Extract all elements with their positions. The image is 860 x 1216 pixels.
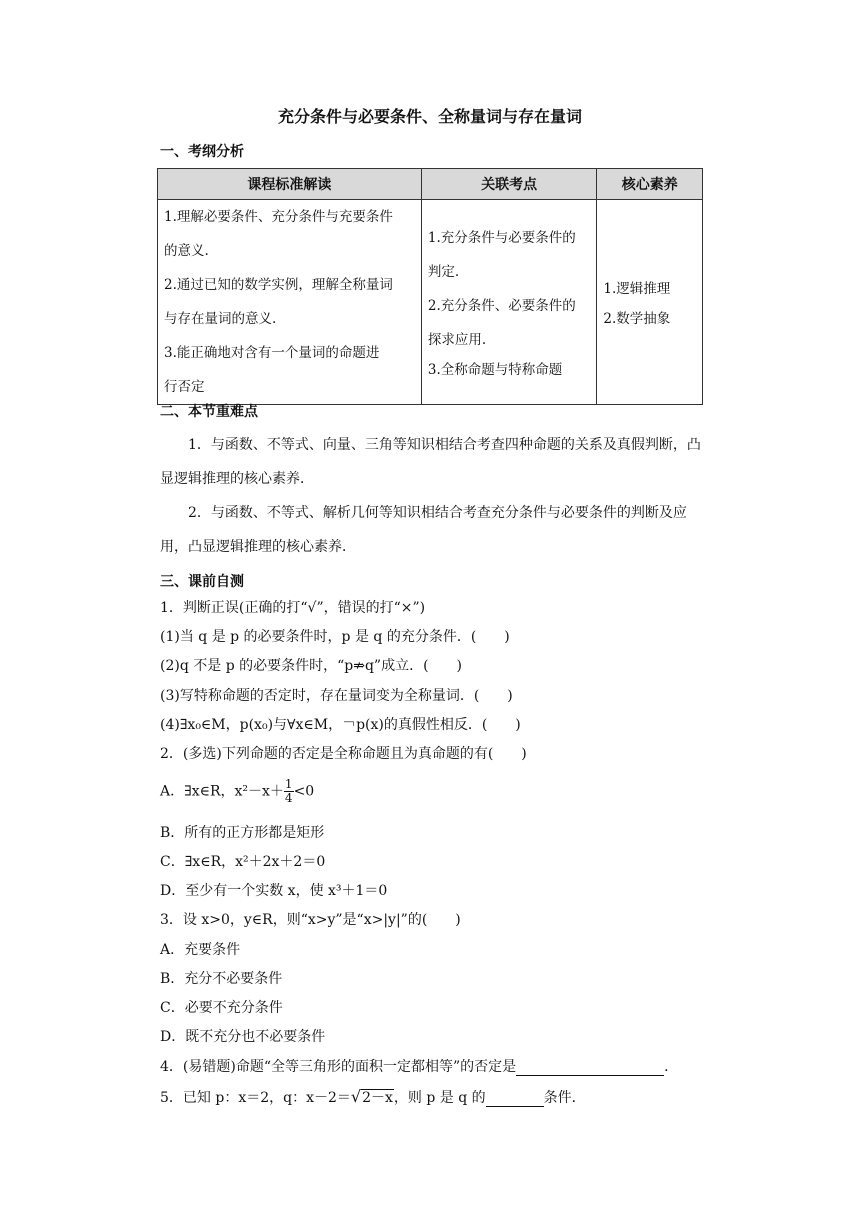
question-5-text: 5．已知 p：x＝2，q：x－2＝ <box>160 1090 351 1106</box>
question-5 <box>160 1087 586 1107</box>
table-header-cell: 课程标准解读 <box>158 169 422 200</box>
question-1: 1．判断正误(正确的打“√”，错误的打“×”) <box>160 600 426 616</box>
key-point-1: 1．与函数、不等式、向量、三角等知识相结合考查四种命题的关系及真假判断，凸显逻辑推理的核心素养． <box>160 437 701 487</box>
cell-line: 与存在量词的意义. <box>164 311 277 327</box>
question-5-mid: ，则 p 是 q 的 <box>393 1090 486 1106</box>
cell-line: 1.充分条件与必要条件的 <box>427 230 576 246</box>
section-heading-1: 一、考纲分析 <box>160 144 244 160</box>
option-a-suffix: <0 <box>293 783 315 800</box>
cell-line: 探求应用. <box>427 332 487 348</box>
question-2-option-a <box>160 778 314 805</box>
question-4-end: ． <box>664 1059 679 1075</box>
question-1-item-4: (4)∃x₀∈M，p(x₀)与∀x∈M，￢p(x)的真假性相反．( ) <box>160 717 521 733</box>
question-2-option-c: C．∃x∈R，x²＋2x＋2＝0 <box>160 854 326 870</box>
table-header-cell: 核心素养 <box>597 169 703 200</box>
question-3-option-d: D．既不充分也不必要条件 <box>160 1029 326 1045</box>
cell-line: 2.通过已知的数学实例，理解全称量词 <box>164 277 393 293</box>
table-cell-standards <box>158 200 422 405</box>
answer-blank[interactable] <box>516 1059 664 1076</box>
question-1-item-3: (3)写特称命题的否定时，存在量词变为全称量词．( ) <box>160 688 513 704</box>
question-2-option-b: B．所有的正方形都是矩形 <box>160 825 325 841</box>
question-4-text: 4．(易错题)命题“全等三角形的面积一定都相等”的否定是 <box>160 1059 517 1075</box>
page-title: 充分条件与必要条件、全称量词与存在量词 <box>277 107 582 126</box>
cell-line: 3.全称命题与特称命题 <box>427 362 563 378</box>
question-1-item-1: (1)当 q 是 p 的必要条件时，p 是 q 的充分条件．( ) <box>160 629 510 645</box>
question-4 <box>160 1056 678 1076</box>
cell-line: 行否定 <box>164 379 205 395</box>
cell-line: 1.逻辑推理 <box>603 281 671 297</box>
cell-line: 2.数学抽象 <box>603 311 671 327</box>
sqrt-sign: √ <box>350 1087 362 1106</box>
question-5-end: 条件． <box>543 1090 586 1106</box>
table-header-cell: 关联考点 <box>421 169 597 200</box>
question-3: 3．设 x>0，y∈R，则“x>y”是“x>|y|”的( ) <box>160 912 461 928</box>
table-cell-literacy <box>597 200 703 405</box>
question-2: 2．(多选)下列命题的否定是全称命题且为真命题的有( ) <box>160 746 527 762</box>
fraction <box>284 778 294 805</box>
question-3-option-a: A．充要条件 <box>160 942 241 958</box>
question-2-option-d: D．至少有一个实数 x，使 x³＋1＝0 <box>160 883 388 899</box>
cell-line: 判定. <box>427 264 460 280</box>
answer-blank[interactable] <box>486 1090 544 1107</box>
cell-line: 2.充分条件、必要条件的 <box>427 298 576 314</box>
table-cell-exam-points <box>421 200 597 405</box>
question-1-item-2: (2)q 不是 p 的必要条件时，“p⇏q”成立．( ) <box>160 658 462 674</box>
fraction-denominator: 4 <box>284 791 293 805</box>
section-heading-3: 三、课前自测 <box>160 574 244 590</box>
table-row <box>158 200 703 405</box>
key-point-2: 2．与函数、不等式、解析几何等知识相结合考查充分条件与必要条件的判断及应用，凸显逻辑推理的核心素养． <box>160 505 687 555</box>
question-3-option-c: C．必要不充分条件 <box>160 1000 283 1016</box>
fraction-numerator: 1 <box>284 777 293 791</box>
cell-line: 的意义. <box>164 243 209 259</box>
sqrt-radicand: 2－x <box>362 1090 393 1106</box>
cell-line: 1.理解必要条件、充分条件与充要条件 <box>164 209 393 225</box>
option-a-text: A．∃x∈R，x²－x＋ <box>160 783 284 800</box>
cell-line: 3.能正确地对含有一个量词的命题进 <box>164 345 380 361</box>
section-heading-2: 二、本节重难点 <box>160 404 258 420</box>
question-3-option-b: B．充分不必要条件 <box>160 971 283 987</box>
table-header-row <box>158 169 703 200</box>
syllabus-table <box>157 168 703 405</box>
